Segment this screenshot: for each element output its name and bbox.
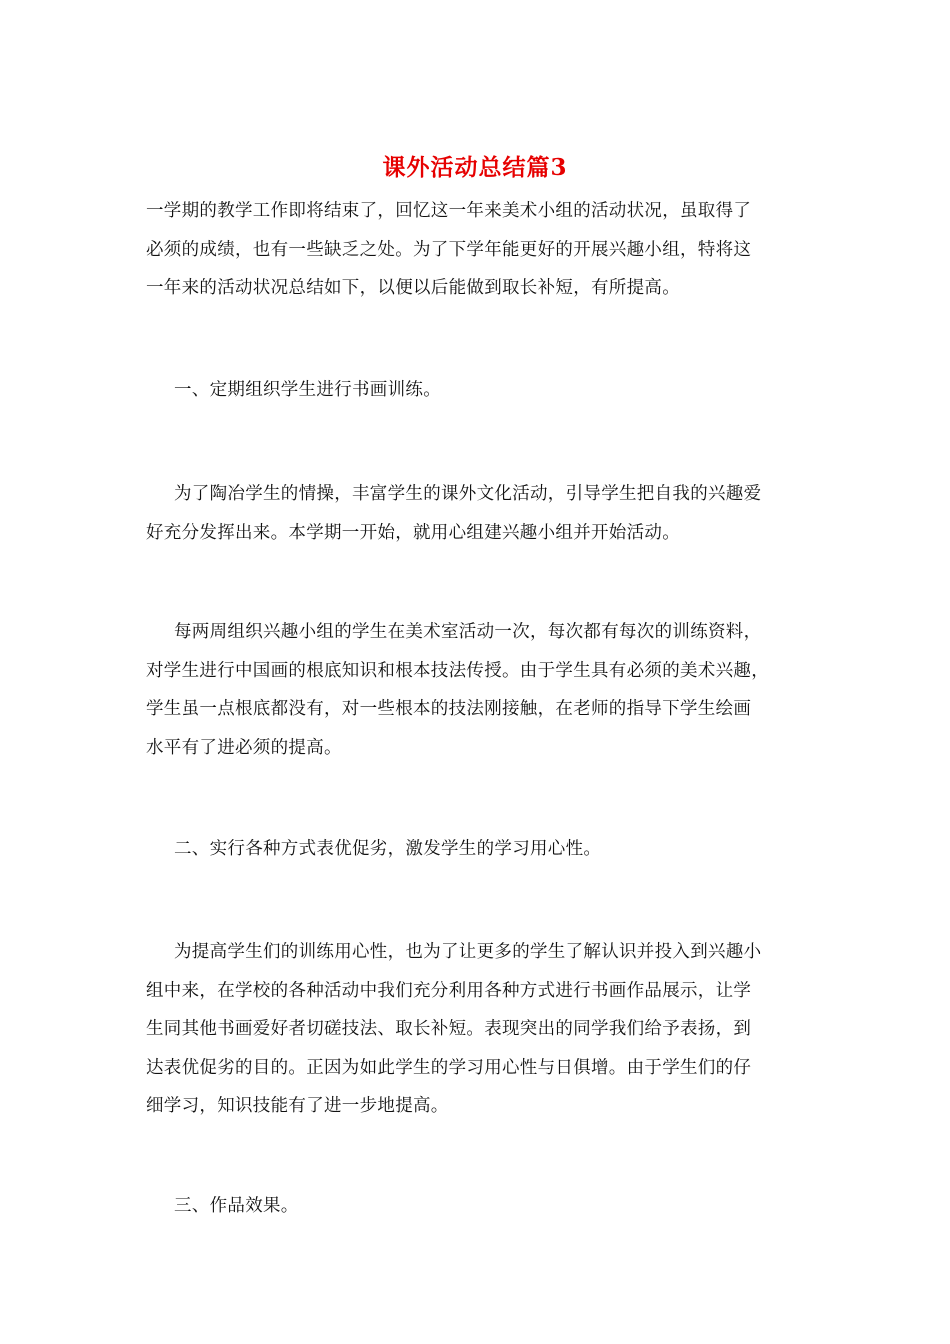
paragraph-line: 水平有了进必须的提高。 [146,737,342,758]
paragraph-line: 每两周组织兴趣小组的学生在美术室活动一次，每次都有每次的训练资料， [174,622,762,642]
body-paragraph-3 [146,933,810,1126]
intro-paragraph [146,192,810,308]
paragraph-line: 一年来的活动状况总结如下，以便以后能做到取长补短，有所提高。 [146,278,680,298]
section-heading-3 [146,1187,810,1226]
paragraph-line: 好充分发挥出来。本学期一开始，就用心组建兴趣小组并开始活动。 [146,522,680,543]
body-paragraph-1 [146,475,810,552]
document-title: 课外活动总结篇3 [382,154,568,181]
section-heading-1 [146,371,810,410]
paragraph-line: 达表优促劣的目的。正因为如此学生的学习用心性与日俱增。由于学生们的仔 [146,1057,752,1078]
heading-text: 一、定期组织学生进行书画训练。 [174,380,441,400]
body-paragraph-2 [146,613,810,767]
paragraph-line: 学生虽一点根底都没有，对一些根本的技法刚接触，在老师的指导下学生绘画 [146,699,752,719]
heading-text: 三、作品效果。 [174,1196,299,1216]
section-heading-2 [146,830,810,869]
paragraph-line: 生同其他书画爱好者切磋技法、取长补短。表现突出的同学我们给予表扬，到 [146,1019,752,1039]
paragraph-line: 一学期的教学工作即将结束了，回忆这一年来美术小组的活动状况，虽取得了 [146,201,752,221]
paragraph-line: 对学生进行中国画的根底知识和根本技法传授。由于学生具有必须的美术兴趣， [146,660,769,681]
heading-text: 二、实行各种方式表优促劣，激发学生的学习用心性。 [174,839,602,859]
paragraph-line: 细学习，知识技能有了进一步地提高。 [146,1096,449,1116]
paragraph-line: 组中来，在学校的各种活动中我们充分利用各种方式进行书画作品展示，让学 [146,980,752,1001]
paragraph-line: 必须的成绩，也有一些缺乏之处。为了下学年能更好的开展兴趣小组，特将这 [146,239,752,260]
paragraph-line: 为提高学生们的训练用心性，也为了让更多的学生了解认识并投入到兴趣小 [174,942,762,962]
paragraph-line: 为了陶冶学生的情操，丰富学生的课外文化活动，引导学生把自我的兴趣爱 [174,484,762,504]
